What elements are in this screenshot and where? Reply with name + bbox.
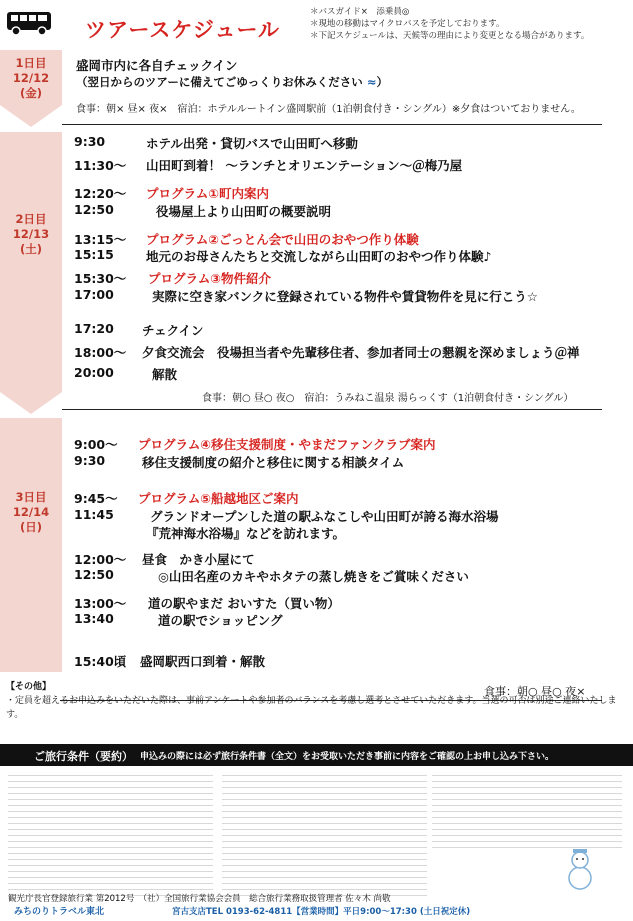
time: 11:45 xyxy=(74,507,114,522)
schedule-text: 道の駅でショッピング xyxy=(158,613,283,628)
time: 12:20～ xyxy=(74,186,127,201)
other-heading: 【その他】 xyxy=(6,682,52,692)
time: 9:00～ xyxy=(74,437,118,452)
time: 12:50 xyxy=(74,202,114,217)
day1-label: 1日目 12/12 (金) xyxy=(12,56,50,100)
footer-contact: 宮古支店TEL 0193-62-4811【営業時間】平日9:00～17:30 (土日祝定休) xyxy=(172,907,471,917)
snowman-icon xyxy=(566,846,594,892)
program-title: プログラム③物件紹介 xyxy=(148,271,271,286)
time: 15:15 xyxy=(74,247,114,262)
day1-meal: 食事：朝× 昼× 夜× 宿泊：ホテルルートイン盛岡駅前（1泊朝食付き・シングル）※夕食はついておりません。 xyxy=(76,104,581,115)
time: 17:20 xyxy=(74,321,114,336)
footer xyxy=(0,892,633,921)
time: 17:00 xyxy=(74,287,114,302)
wave-icon: ≈ xyxy=(362,75,377,89)
note-line: ＊下記スケジュールは、天候等の理由により変更となる場合があります。 xyxy=(310,31,590,41)
divider xyxy=(62,124,602,125)
note-line: ＊バスガイド× 添乗員◎ xyxy=(310,7,410,17)
time: 12:00～ xyxy=(74,552,127,567)
time: 20:00 xyxy=(74,365,114,380)
schedule-text: ホテル出発・貸切バスで山田町へ移動 xyxy=(146,136,358,151)
fine-print-texture xyxy=(432,770,622,850)
schedule-text: ◎山田名産のカキやホタテの蒸し焼きをご賞味ください xyxy=(158,569,469,584)
time: 9:45～ xyxy=(74,491,118,506)
day2-meal: 食事：朝○ 昼○ 夜○ 宿泊：うみねこ温泉 湯らっくす（1泊朝食付き・シングル） xyxy=(202,393,574,404)
fine-print-col2 xyxy=(222,770,427,900)
day2-band xyxy=(0,132,62,392)
fine-print-col3 xyxy=(432,770,622,850)
day1-arrow xyxy=(0,105,62,127)
program-title: プログラム①町内案内 xyxy=(146,186,269,201)
schedule-text: 夕食交流会 役場担当者や先輩移住者、参加者同士の懇親を深めましょう＠禅 xyxy=(142,345,580,360)
fine-print-texture xyxy=(222,770,427,900)
day3-label: 3日目 12/14 (日) xyxy=(12,490,50,534)
day3-band xyxy=(0,418,62,672)
conditions-bar xyxy=(0,744,633,766)
time: 9:30 xyxy=(74,453,106,468)
note-line: ＊現地の移動はマイクロバスを予定しております。 xyxy=(310,19,505,29)
bus-icon xyxy=(6,10,52,36)
footer-registration: 観光庁長官登録旅行業 第2012号 （社）全国旅行業協会会員 総合旅行業務取扱管理者 佐々木 尚敬 xyxy=(8,894,391,904)
fine-print-texture xyxy=(8,770,213,900)
schedule-text: 移住支援制度の紹介と移住に関する相談タイム xyxy=(142,455,405,470)
day2-label: 2日目 12/13 (土) xyxy=(12,212,50,256)
time: 9:30 xyxy=(74,134,106,149)
day1-line2: （翌日からのツアーに備えてごゆっくりお休みください ≈） xyxy=(76,75,388,89)
day1-line1: 盛岡市内に各自チェックイン xyxy=(76,58,238,73)
schedule-text: グランドオープンした道の駅ふなこしや山田町が誇る海水浴場 xyxy=(150,509,499,524)
company-logo: みちのりトラベル東北 xyxy=(14,907,105,917)
schedule-text: 役場屋上より山田町の概要説明 xyxy=(156,204,332,219)
divider xyxy=(62,409,602,410)
header xyxy=(0,0,633,48)
day2-arrow xyxy=(0,392,62,414)
program-title: プログラム②ごっとん会で山田のおやつ作り体験 xyxy=(146,232,419,247)
time: 13:00～ xyxy=(74,596,127,611)
schedule-text: 道の駅やまだ おいすた（買い物） xyxy=(148,596,340,611)
time: 15:30～ xyxy=(74,271,127,286)
conditions-title: ご旅行条件（要約） xyxy=(34,750,133,763)
time: 11:30～ xyxy=(74,158,127,173)
time: 18:00～ xyxy=(74,345,127,360)
schedule-text: 盛岡駅西口到着・解散 xyxy=(140,654,266,669)
other-text: ・定員を超えるお申込みをいただいた際は、事前アンケートや参加者のバランスを考慮し選考とさせていただきます。当選の可否は別途ご連絡いたします。 xyxy=(6,696,617,720)
day3-meal: 食事：朝○ 昼○ 夜× xyxy=(484,685,586,698)
program-title: プログラム④移住支援制度・やまだファンクラブ案内 xyxy=(138,437,436,452)
schedule-text: 解散 xyxy=(152,367,178,382)
schedule-text: 地元のお母さんたちと交流しながら山田町のおやつ作り体験♪ xyxy=(146,249,492,264)
time: 13:15～ xyxy=(74,232,127,247)
header-notes xyxy=(310,6,589,42)
schedule-text: 山田町到着！ ～ランチとオリエンテーション～＠梅乃屋 xyxy=(146,158,463,173)
schedule-text: 昼食 かき小屋にて xyxy=(142,552,255,567)
fine-print-col1 xyxy=(8,770,213,900)
conditions-text: 申込みの際には必ず旅行条件書（全文）をお受取いただき事前に内容をご確認の上お申し込み下さい。 xyxy=(140,752,555,762)
time: 13:40 xyxy=(74,611,114,626)
other-section xyxy=(6,680,633,722)
program-title: プログラム⑤船越地区ご案内 xyxy=(138,491,299,506)
schedule-text: チェクイン xyxy=(142,323,204,338)
schedule-text: 『荒神海水浴場』などを訪れます。 xyxy=(146,526,346,541)
page-title: ツアースケジュール xyxy=(85,18,281,42)
time: 15:40頃 xyxy=(74,654,127,669)
schedule-text: 実際に空き家バンクに登録されている物件や賃貸物件を見に行こう☆ xyxy=(152,289,538,304)
time: 12:50 xyxy=(74,567,114,582)
